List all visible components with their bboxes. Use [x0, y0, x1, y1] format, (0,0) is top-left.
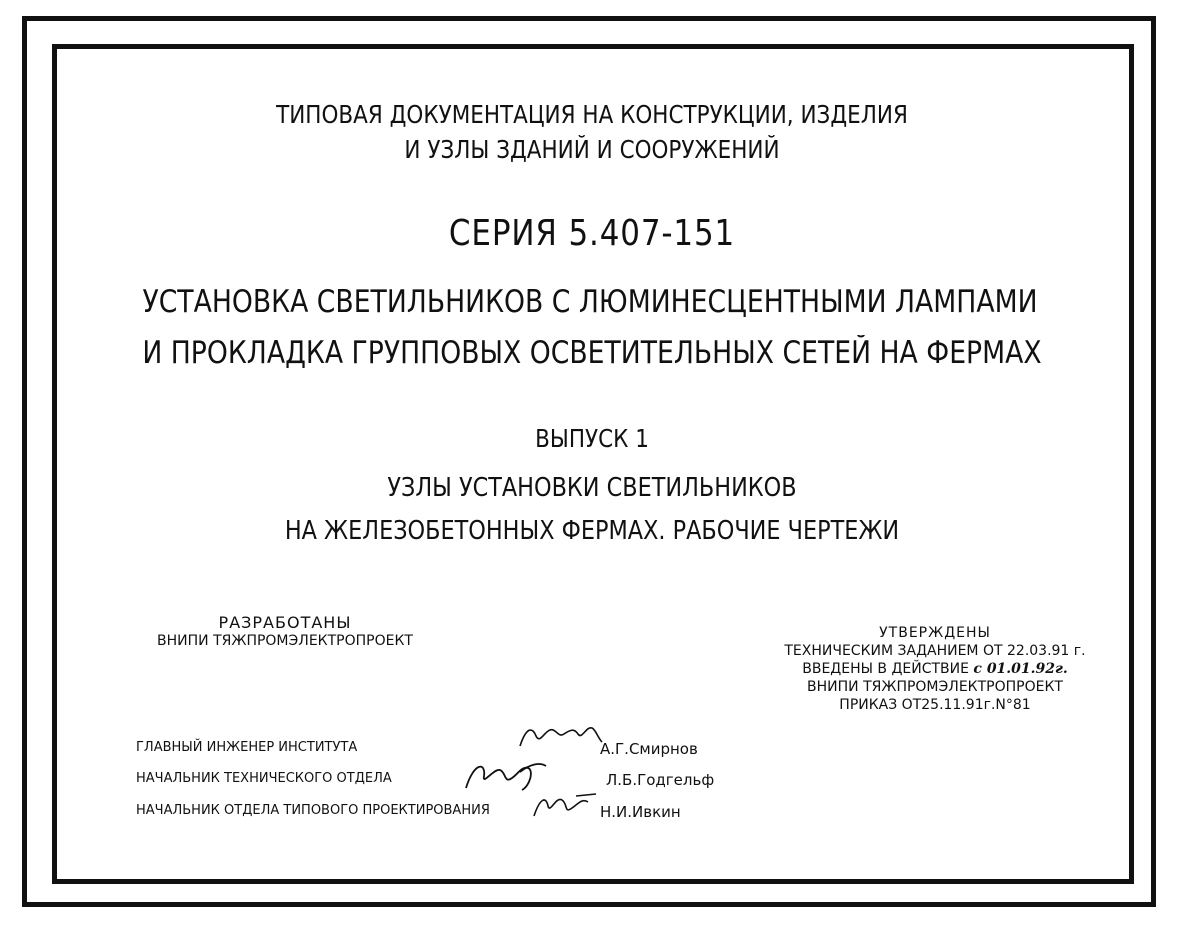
signature-role-3: НАЧАЛЬНИК ОТДЕЛА ТИПОВОГО ПРОЕКТИРОВАНИЯ [136, 803, 490, 818]
signature-name-1: А.Г.Смирнов [600, 740, 698, 758]
developed-label: РАЗРАБОТАНЫ [218, 613, 352, 632]
issue-title-2: НА ЖЕЛЕЗОБЕТОННЫХ ФЕРМАХ. РАБОЧИЕ ЧЕРТЕЖИ [284, 516, 900, 546]
approved-line-1 [745, 642, 1125, 660]
developed-block [130, 614, 440, 650]
approved-line-3: ВНИПИ ТЯЖПРОМЭЛЕКТРОПРОЕКТ [807, 679, 1063, 695]
signature-name-3: Н.И.Ивкин [600, 803, 681, 821]
handwritten-signature-2 [460, 758, 550, 794]
signature-role-2: НАЧАЛЬНИК ТЕХНИЧЕСКОГО ОТДЕЛА [136, 771, 392, 786]
approved-line-4: ПРИКАЗ ОТ25.11.91г.N°81 [839, 697, 1031, 713]
approved-line-2-date: с 01.01.92г. [973, 661, 1068, 677]
approved-line-2 [745, 660, 1125, 678]
issue-title-1: УЗЛЫ УСТАНОВКИ СВЕТИЛЬНИКОВ [387, 473, 797, 503]
approved-block [745, 624, 1125, 714]
approved-line-1-date: 22.03.91 г. [1007, 643, 1086, 659]
signature-name-2: Л.Б.Годгельф [606, 771, 715, 789]
header-line-2: И УЗЛЫ ЗДАНИЙ И СООРУЖЕНИЙ [404, 135, 780, 164]
subject-line-1: УСТАНОВКА СВЕТИЛЬНИКОВ С ЛЮМИНЕСЦЕНТНЫМИ ЛАМПАМИ [142, 284, 1038, 320]
developed-org: ВНИПИ ТЯЖПРОМЭЛЕКТРОПРОЕКТ [157, 633, 413, 649]
handwritten-signature-3 [530, 790, 600, 820]
approved-label: УТВЕРЖДЕНЫ [879, 625, 991, 641]
issue-label: ВЫПУСК 1 [535, 424, 649, 453]
approved-line-2-prefix: ВВЕДЕНЫ В ДЕЙСТВИЕ [802, 661, 969, 677]
signature-role-1: ГЛАВНЫЙ ИНЖЕНЕР ИНСТИТУТА [136, 740, 358, 755]
header-line-1: ТИПОВАЯ ДОКУМЕНТАЦИЯ НА КОНСТРУКЦИИ, ИЗДЕЛИЯ [276, 100, 908, 129]
approved-line-1-prefix: ТЕХНИЧЕСКИМ ЗАДАНИЕМ ОТ [784, 643, 1003, 659]
handwritten-signature-1 [516, 722, 604, 752]
inner-frame [52, 44, 1134, 884]
subject-line-2: И ПРОКЛАДКА ГРУППОВЫХ ОСВЕТИТЕЛЬНЫХ СЕТЕЙ НА ФЕРМАХ [142, 335, 1042, 371]
series-title: СЕРИЯ 5.407-151 [448, 213, 736, 254]
